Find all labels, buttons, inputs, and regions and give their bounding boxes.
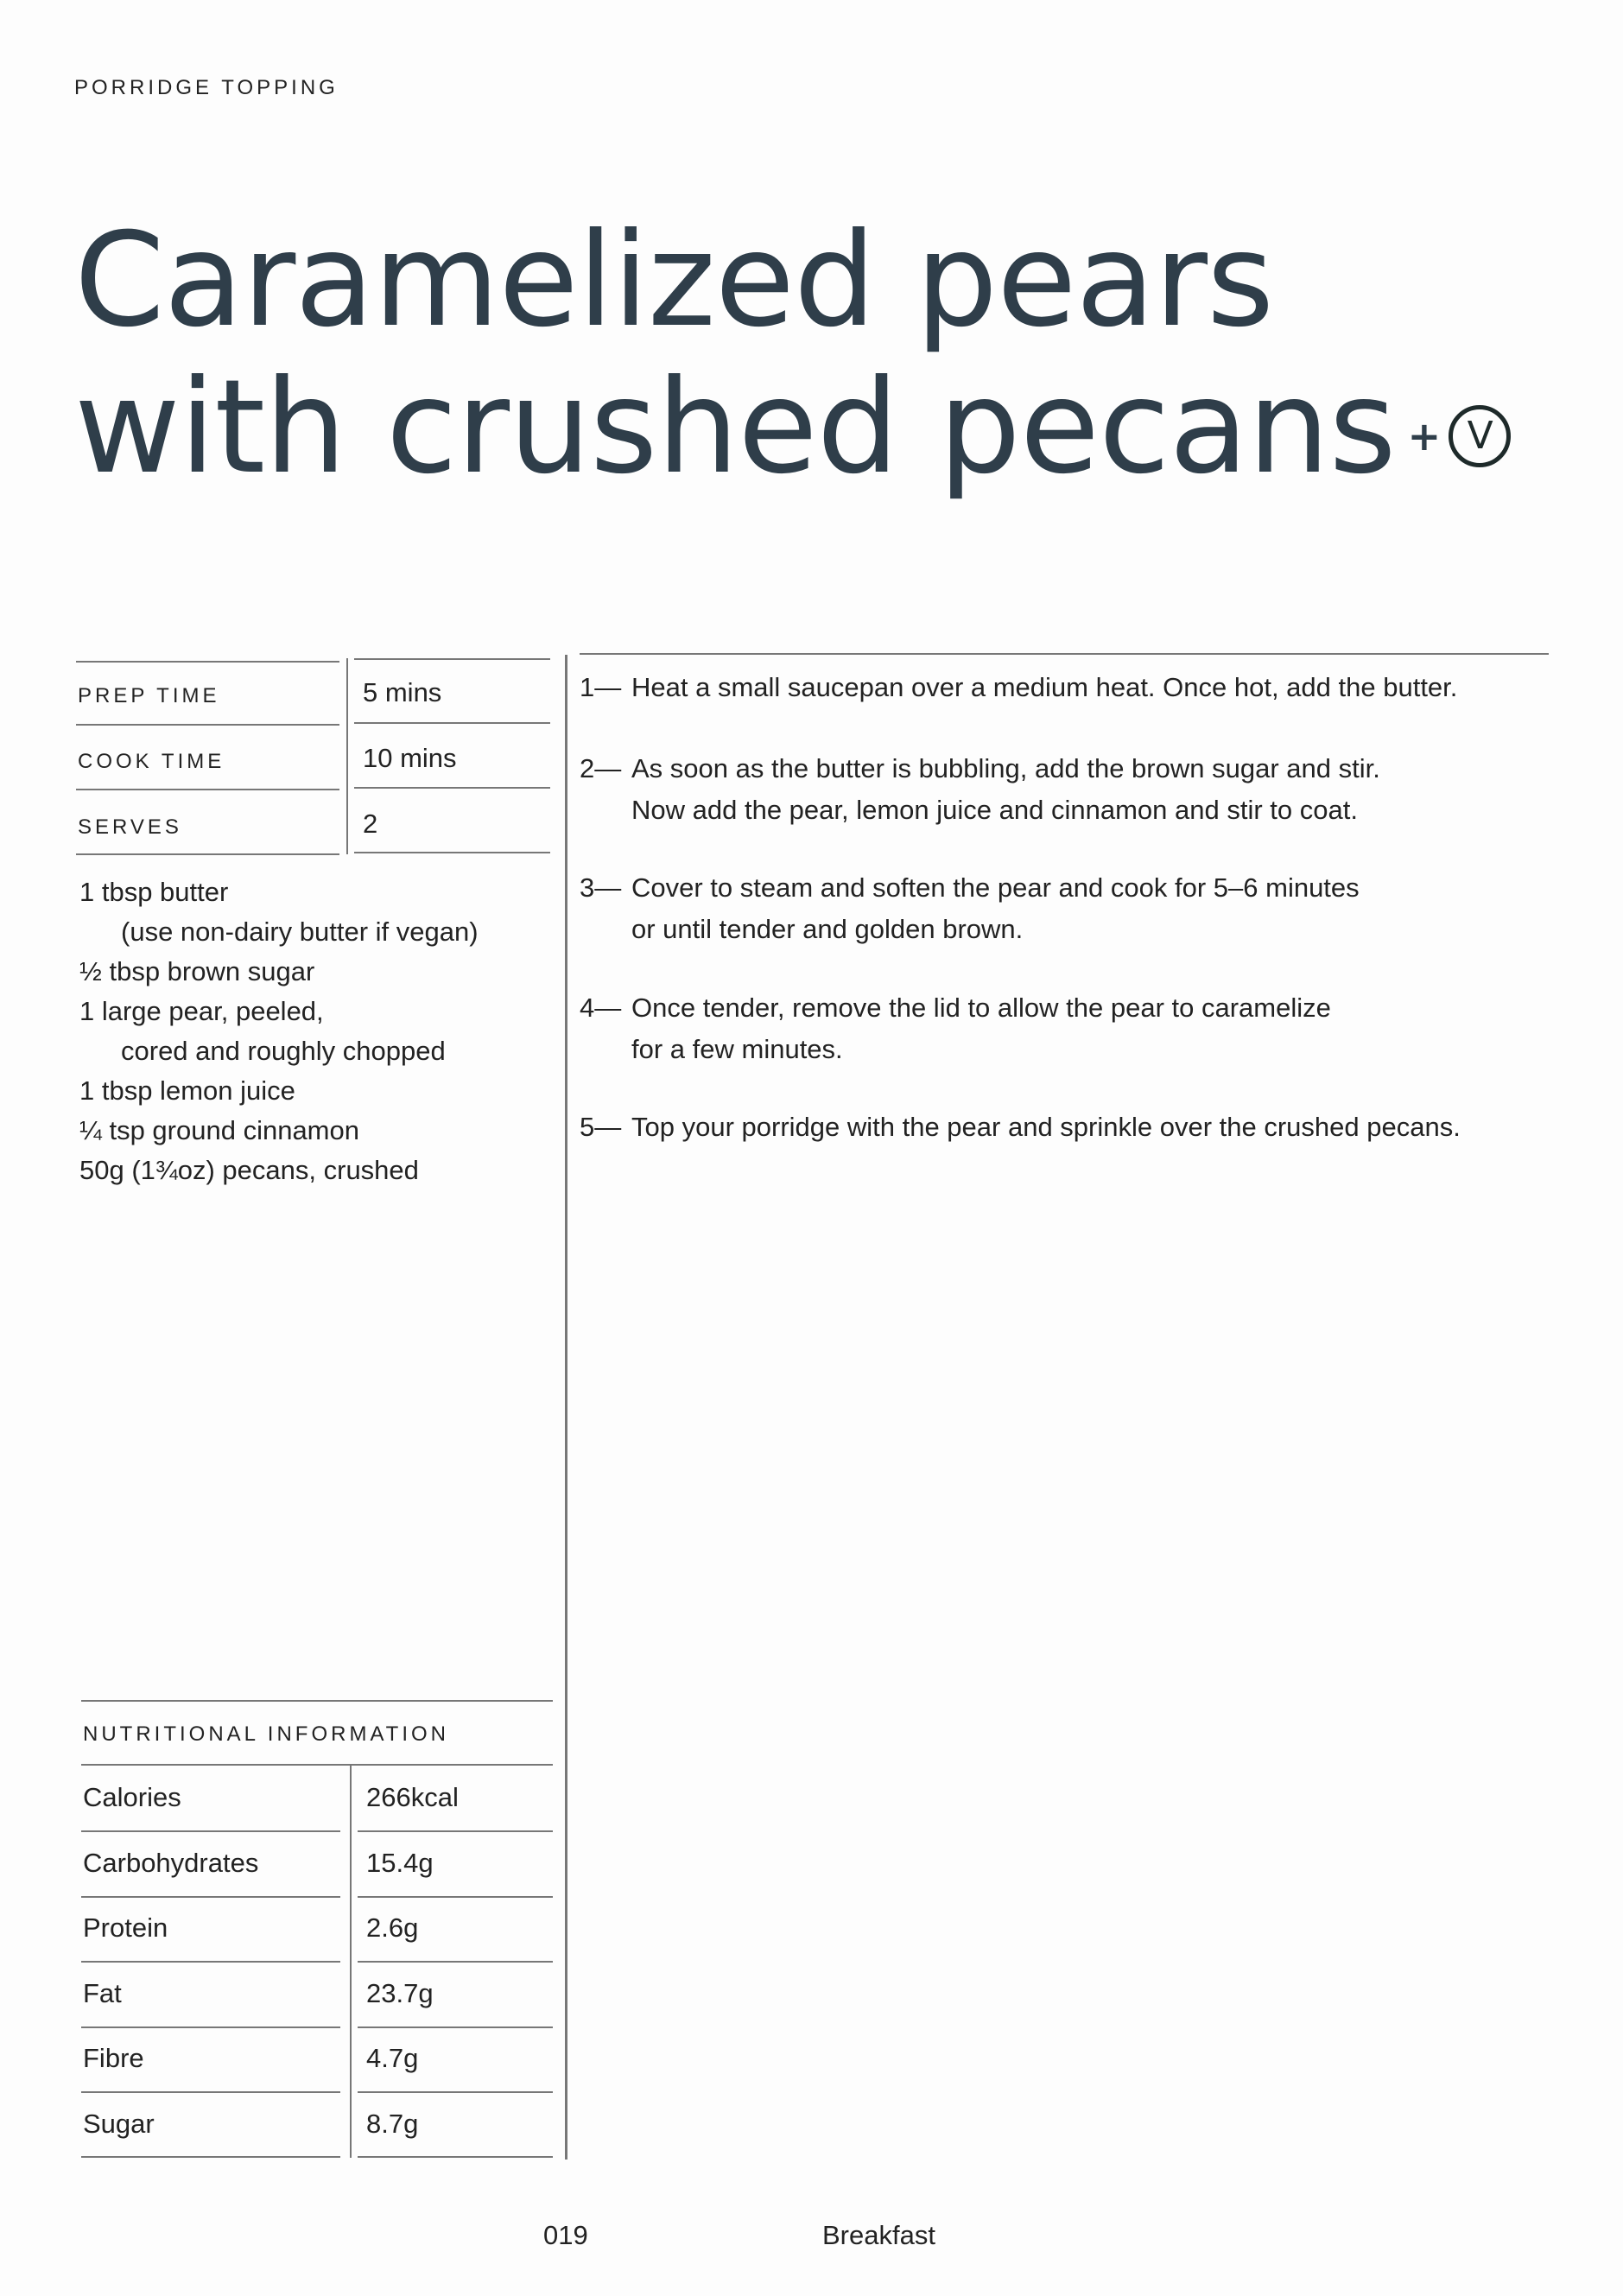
nutrition-value: 15.4g <box>366 1848 434 1878</box>
column-divider <box>565 655 567 2160</box>
ingredient: ¼ tsp ground cinnamon <box>79 1115 359 1145</box>
method-step <box>580 748 1380 831</box>
nutrition-value: 2.6g <box>366 1912 419 1943</box>
step-text: or until tender and golden brown. <box>631 914 1024 944</box>
method-step <box>580 987 1331 1070</box>
cook-time-value: 10 mins <box>363 743 457 773</box>
nutrition-label: Sugar <box>83 2109 155 2139</box>
step-text: for a few minutes. <box>631 1034 843 1064</box>
nutrition-value: 266kcal <box>366 1782 459 1812</box>
steps-top-rule <box>580 653 1549 655</box>
title-line-2 <box>74 354 1511 501</box>
nutrition-value: 8.7g <box>366 2109 419 2139</box>
step-text: Cover to steam and soften the pear and cook for 5–6 minutes <box>631 872 1360 903</box>
ingredient-continued: cored and roughly chopped <box>121 1036 446 1066</box>
plus-icon: + <box>1407 412 1441 460</box>
step-number: 3— <box>580 872 622 903</box>
serves-value: 2 <box>363 809 378 839</box>
step-number: 2— <box>580 753 622 783</box>
ingredient-note: (use non-dairy butter if vegan) <box>121 916 479 947</box>
method-step <box>580 1107 1461 1148</box>
vegan-badge <box>1408 405 1512 467</box>
recipe-title <box>74 207 1511 501</box>
step-text: Now add the pear, lemon juice and cinnamon and stir to coat. <box>631 795 1358 825</box>
ingredient: 1 large pear, peeled, <box>79 996 324 1026</box>
step-text: Top your porridge with the pear and sprinkle over the crushed pecans. <box>631 1112 1461 1142</box>
nutrition-heading: NUTRITIONAL INFORMATION <box>83 1722 449 1746</box>
category-kicker: PORRIDGE TOPPING <box>74 76 339 99</box>
step-text: Heat a small saucepan over a medium heat. Once hot, add the butter. <box>631 672 1458 702</box>
step-number: 5— <box>580 1112 622 1142</box>
nutrition-label: Carbohydrates <box>83 1848 259 1878</box>
step-number: 4— <box>580 993 622 1023</box>
cook-time-label: COOK TIME <box>78 750 225 773</box>
section-name: Breakfast <box>822 2220 935 2250</box>
vegan-icon: V <box>1449 405 1511 467</box>
title-line-2-text: with crushed pecans <box>74 352 1396 503</box>
serves-label: SERVES <box>78 815 182 839</box>
title-line-1: Caramelized pears <box>74 206 1274 356</box>
step-number: 1— <box>580 672 622 702</box>
nutrition-value: 23.7g <box>366 1978 434 2008</box>
page-number: 019 <box>543 2220 588 2250</box>
step-text: Once tender, remove the lid to allow the pear to caramelize <box>631 993 1331 1023</box>
prep-time-label: PREP TIME <box>78 684 220 707</box>
nutrition-label: Calories <box>83 1782 181 1812</box>
ingredient: 1 tbsp lemon juice <box>79 1075 295 1106</box>
step-text: As soon as the butter is bubbling, add the brown sugar and stir. <box>631 753 1380 783</box>
prep-time-value: 5 mins <box>363 677 442 707</box>
ingredients-list <box>79 872 479 1190</box>
ingredient: 50g (1¾oz) pecans, crushed <box>79 1155 419 1185</box>
ingredient: ½ tbsp brown sugar <box>79 956 315 986</box>
nutrition-label: Fibre <box>83 2043 144 2073</box>
ingredient: 1 tbsp butter <box>79 877 229 907</box>
nutrition-label: Fat <box>83 1978 122 2008</box>
nutrition-value: 4.7g <box>366 2043 419 2073</box>
nutrition-label: Protein <box>83 1912 168 1943</box>
method-step <box>580 667 1457 708</box>
method-step <box>580 867 1360 950</box>
